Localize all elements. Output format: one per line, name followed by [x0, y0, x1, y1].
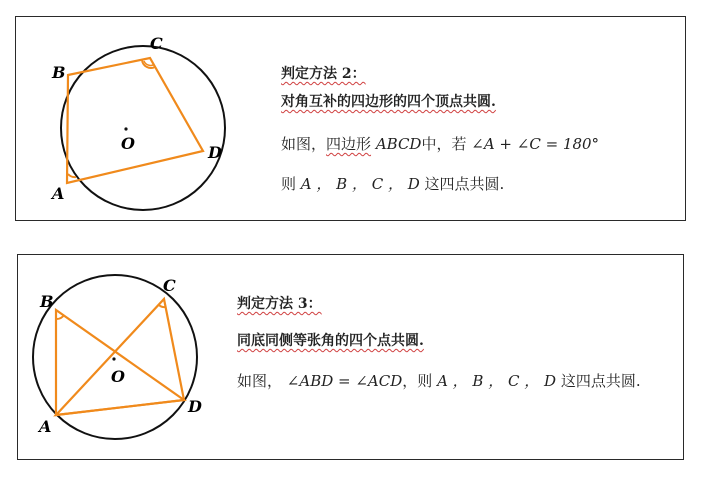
- method-2-card: [15, 16, 686, 221]
- line1-points: A ， B ， C ， D: [437, 372, 557, 390]
- method-3-line1: [237, 372, 641, 390]
- label-c: C: [150, 34, 163, 53]
- line1-expression: ∠A + ∠C = 180°: [471, 135, 600, 153]
- label-d: D: [208, 143, 222, 162]
- label-c: C: [163, 276, 176, 295]
- label-a: A: [52, 184, 65, 203]
- method-3-rule: 同底同侧等张角的四个点共圆.: [237, 333, 424, 349]
- quadrilateral-abcd: [67, 58, 203, 183]
- label-o: O: [111, 367, 125, 386]
- line1-prefix: 如图，: [237, 372, 283, 390]
- method-2-line1: [281, 135, 599, 153]
- method-3-card: [17, 254, 684, 460]
- line1-expression: ∠ABD = ∠ACD: [286, 372, 403, 390]
- label-o: O: [121, 134, 135, 153]
- method-3-title: 判定方法 3：: [237, 296, 322, 312]
- line1-quad: ABCD: [375, 135, 422, 153]
- label-d: D: [188, 397, 202, 416]
- line2-points: A ， B ， C ， D: [300, 175, 420, 193]
- label-a: A: [39, 417, 52, 436]
- center-point: [112, 357, 115, 360]
- line1-mid: ，则: [402, 372, 433, 390]
- method-2-title: 判定方法 2：: [281, 66, 366, 82]
- label-b: B: [52, 63, 66, 82]
- triangle-abd: [56, 310, 184, 415]
- method-2-rule: 对角互补的四边形的四个顶点共圆.: [281, 94, 496, 110]
- angle-b-mark: [56, 315, 64, 319]
- line1-prefix: 如图，: [281, 135, 327, 153]
- triangle-acd: [56, 299, 184, 415]
- line2-suffix: 这四点共圆.: [424, 175, 505, 193]
- label-b: B: [40, 292, 54, 311]
- line1-quad-word: 四边形: [326, 135, 372, 153]
- line2-prefix: 则: [281, 175, 297, 193]
- method-2-line2: [281, 175, 504, 193]
- center-point: [124, 127, 127, 130]
- line1-mid: 中，若: [421, 135, 467, 153]
- equal-angle-figure: [18, 255, 228, 461]
- line1-suffix: 这四点共圆.: [560, 372, 641, 390]
- cyclic-quadrilateral-figure: [16, 17, 226, 222]
